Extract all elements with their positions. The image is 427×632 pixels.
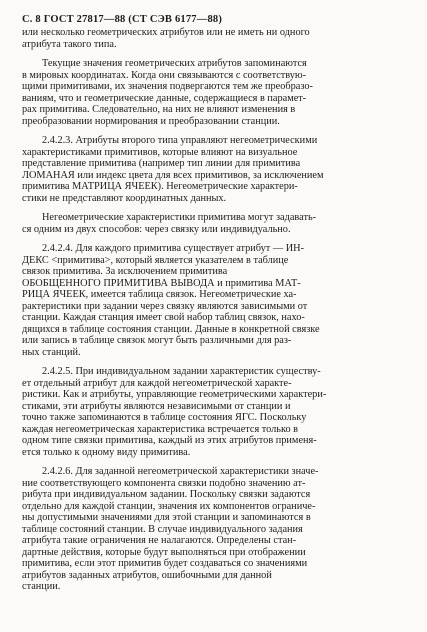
text-line: представление примитива (например тип линии для примитива [22, 158, 301, 169]
text-line: или несколько геометрических атрибутов или не иметь ни одного [22, 27, 310, 38]
text-line: в мировых координатах. Когда они связываются с соответствую- [22, 69, 307, 81]
text-line: характеристиками примитивов, которые влияют на визуальное [22, 146, 298, 158]
text-line: ДЕКС <примитива>, который является указателем в таблице [22, 254, 289, 266]
text-line: одном типе связки примитива, каждый из этих атрибутов применя- [22, 435, 317, 446]
text-line: атрибута такого типа. [22, 38, 117, 50]
text-line: дартные действия, которые будут выполняться при отображении [22, 546, 306, 558]
paragraph [22, 466, 411, 593]
paragraph-gap [22, 50, 411, 58]
text-line: 2.4.2.5. При индивидуальном задании характеристик существу- [42, 366, 321, 377]
text-line: 2.4.2.3. Атрибуты второго типа управляют негеометрическими [42, 135, 318, 146]
text-line: ОБОБЩЕННОГО ПРИМИТИВА ВЫВОДА и примитива МАТ- [22, 277, 301, 289]
text-line: рактеристики при задании через связку являются зависимыми от [22, 300, 308, 312]
text-line: ристики. Как и атрибуты, управляющие геометрическими характери- [22, 389, 327, 400]
text-line: или запись в таблице связок могут быть различными для раз- [22, 335, 292, 346]
text-line: ваниям, что и геометрические данные, содержащиеся в парамет- [22, 92, 307, 104]
text-line: таблице состояний станции. В случае индивидуального задания [22, 523, 303, 535]
text-line: каждая негеометрическая характеристика встречается только в [22, 423, 299, 435]
text-line: Текущие значения геометрических атрибутов запоминаются [42, 58, 307, 69]
text-line: РИЦА ЯЧЕЕК, имеется таблица связок. Негеометрические ха- [22, 289, 297, 300]
text-line: щими примитивами, их значения подвергаются тем же преобразо- [22, 81, 313, 92]
paragraph-gap [22, 127, 411, 135]
text-line: Негеометрические характеристики примитива могут задавать- [42, 212, 317, 223]
text-line: рах примитива. Следовательно, на них не влияют изменения в [22, 104, 296, 115]
text-line: ется только к одному виду примитива. [22, 446, 191, 458]
text-line: стиками, эти атрибуты являются независимыми от станции и [22, 400, 291, 412]
text-line: ся одним из двух способов: через связку или индивидуально. [22, 223, 291, 235]
text-line: ние соответствующего компонента связки подобно значению ат- [22, 477, 306, 489]
text-line: 2.4.2.4. Для каждого примитива существует атрибут — ИН- [42, 243, 305, 254]
text-line: станции. [22, 581, 61, 592]
text-line: примитива МАТРИЦА ЯЧЕЕК). Негеометрические характери- [22, 181, 298, 192]
text-line: ет отдельный атрибут для каждой негеометрической характе- [22, 377, 292, 389]
paragraph-gap [22, 204, 411, 212]
paragraph-gap [22, 235, 411, 243]
page-header: С. 8 ГОСТ 27817—88 (СТ СЭВ 6177—88) [22, 14, 223, 25]
paragraph [22, 135, 411, 204]
paragraph [22, 366, 411, 458]
text-line: дящихся в таблице состояния станции. Данные в конкретной связке [22, 323, 320, 335]
text-line: атрибута такие ограничения не налагаются. Определены стан- [22, 535, 297, 546]
text-line: атрибутов заданных атрибутов, ошибочными для данной [22, 569, 272, 581]
text-line: отдельно для каждой станции, значения их компонентов ограниче- [22, 500, 316, 512]
text-line: точно также запоминаются в таблице состояния ЯГС. Поскольку [22, 412, 307, 423]
text-line: ных станций. [22, 346, 81, 358]
text-line: ны допустимыми значениями для этой станции и запоминаются в [22, 512, 311, 523]
text-line: рибута при индивидуальном задании. Поскольку связки задаются [22, 489, 311, 500]
text-line: стики не представляют координатных данных. [22, 192, 227, 204]
paragraph-gap [22, 458, 411, 466]
text-line: станции. Каждая станция имеет свой набор таблиц связок, нахо- [22, 312, 305, 323]
document-body [22, 27, 411, 593]
text-line: связок примитива. За исключением примитива [22, 266, 228, 277]
paragraph-gap [22, 358, 411, 366]
text-line: преобразовании нормирования и преобразовании станции. [22, 115, 280, 127]
paragraph [22, 58, 411, 127]
paragraph [22, 243, 411, 358]
paragraph [22, 27, 411, 50]
text-line: примитива, если этот примитив будет создаваться со значениями [22, 558, 308, 569]
text-line: ЛОМАНАЯ или индекс цвета для всех примитивов, за исключением [22, 169, 324, 181]
text-line: 2.4.2.6. Для заданной негеометрической характеристики значе- [42, 466, 319, 477]
paragraph [22, 212, 411, 235]
